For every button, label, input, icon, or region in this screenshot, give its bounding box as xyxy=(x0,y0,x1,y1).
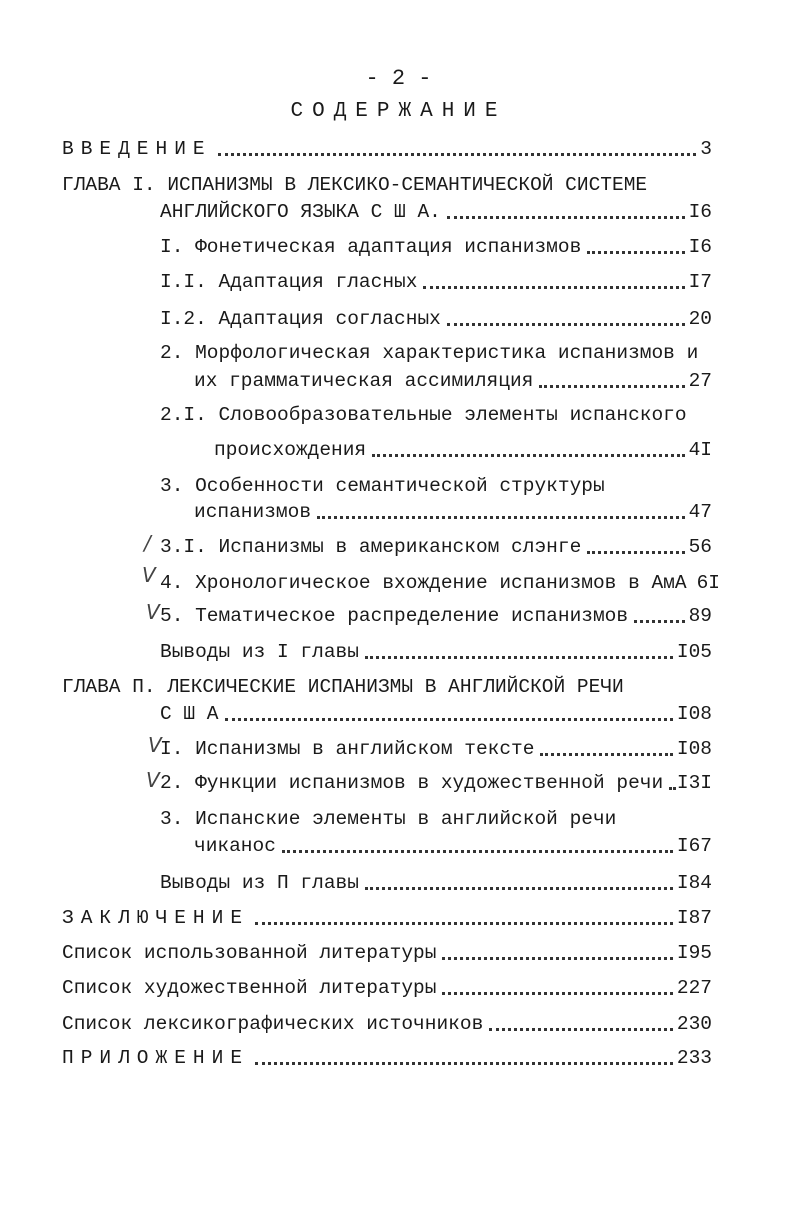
toc-entry xyxy=(160,701,712,727)
dot-leader xyxy=(365,887,673,890)
toc-entry-title: 2.I. Словообразовательные элементы испанского xyxy=(160,404,687,426)
handwritten-mark: / xyxy=(144,531,151,555)
toc-entry-title: I. Испанизмы в английском тексте xyxy=(160,738,535,760)
toc-entry-title: Выводы из I главы xyxy=(160,641,359,663)
toc-entry-page: 233 xyxy=(676,1047,712,1069)
toc-entry-page: 3 xyxy=(700,138,712,160)
dot-leader xyxy=(423,286,684,289)
toc-entry-title: ВВЕДЕНИЕ xyxy=(62,138,212,160)
chapter-2-title: ГЛАВА П. ЛЕКСИЧЕСКИЕ ИСПАНИЗМЫ В АНГЛИЙСКОЙ РЕЧИ xyxy=(62,676,624,698)
dot-leader xyxy=(372,454,684,457)
toc-entry xyxy=(160,199,712,225)
toc-entry xyxy=(214,437,712,463)
page-number: - 2 - xyxy=(365,66,432,91)
toc-entry xyxy=(160,269,712,295)
toc-entry-page: I08 xyxy=(676,703,712,725)
toc-entry-title: ПРИЛОЖЕНИЕ xyxy=(62,1047,250,1069)
dot-leader xyxy=(255,922,673,925)
toc-entry-page: I6 xyxy=(688,201,712,223)
dot-leader xyxy=(540,753,672,756)
toc-entry-title: происхождения xyxy=(214,439,367,461)
toc-entry xyxy=(62,940,712,966)
toc-entry-page: I67 xyxy=(676,835,712,857)
toc-entry-title: I. Фонетическая адаптация испанизмов xyxy=(160,236,582,258)
toc-entry xyxy=(62,975,712,1001)
contents-heading: СОДЕРЖАНИЕ xyxy=(290,100,507,123)
toc-entry-title: чиканос xyxy=(194,835,276,857)
toc-entry-title: 4. Хронологическое вхождение испанизмов в АмА xyxy=(160,572,687,594)
dot-leader xyxy=(365,656,673,659)
toc-entry-title: их грамматическая ассимиляция xyxy=(194,370,534,392)
toc-entry-page: I7 xyxy=(688,271,712,293)
toc-entry-title: Список использованной литературы xyxy=(62,942,437,964)
toc-entry-title: Список художественной литературы xyxy=(62,977,437,999)
dot-leader xyxy=(634,620,685,623)
dot-leader xyxy=(255,1062,673,1065)
handwritten-mark: V xyxy=(148,733,162,757)
dot-leader xyxy=(442,957,672,960)
dot-leader xyxy=(447,323,685,326)
toc-entry-title: ЗАКЛЮЧЕНИЕ xyxy=(62,907,250,929)
toc-entry-page: I95 xyxy=(676,942,712,964)
dot-leader xyxy=(539,385,684,388)
toc-entry-title: I.I. Адаптация гласных xyxy=(160,271,418,293)
toc-entry-page: I3I xyxy=(676,772,712,794)
dot-leader xyxy=(669,787,673,790)
toc-entry xyxy=(194,368,712,394)
toc-entry-page: I87 xyxy=(676,907,712,929)
dot-leader xyxy=(317,516,685,519)
toc-entry xyxy=(160,736,712,762)
dot-leader xyxy=(447,216,685,219)
toc-entry-conclusion xyxy=(62,905,712,931)
toc-entry-page: I6 xyxy=(688,236,712,258)
toc-entry-title: испанизмов xyxy=(194,501,312,523)
toc-entry xyxy=(160,639,712,665)
toc-entry-page: 227 xyxy=(676,977,712,999)
toc-entry-title: 5. Тематическое распределение испанизмов xyxy=(160,605,629,627)
toc-entry-title: 3. Особенности семантической структуры xyxy=(160,475,605,497)
toc-entry-page: 27 xyxy=(688,370,712,392)
handwritten-mark: V xyxy=(146,768,160,792)
dot-leader xyxy=(225,718,673,721)
dot-leader xyxy=(587,551,684,554)
handwritten-mark: V xyxy=(142,563,156,587)
handwritten-mark: V xyxy=(146,600,160,624)
toc-entry-title: Список лексикографических источников xyxy=(62,1013,484,1035)
toc-entry-title: 3.I. Испанизмы в американском слэнге xyxy=(160,536,582,558)
toc-entry-page: 20 xyxy=(688,308,712,330)
toc-entry xyxy=(194,499,712,525)
toc-entry xyxy=(160,870,712,896)
toc-entry xyxy=(194,833,712,859)
toc-entry-title: С Ш А xyxy=(160,703,219,725)
toc-entry-appendix xyxy=(62,1045,712,1071)
toc-entry-page: 4I xyxy=(688,439,712,461)
toc-entry xyxy=(160,603,712,629)
toc-entry-page: 47 xyxy=(688,501,712,523)
toc-entry-page: 56 xyxy=(688,536,712,558)
toc-entry-title: 2. Функции испанизмов в художественной речи xyxy=(160,772,664,794)
toc-entry-title: I.2. Адаптация согласных xyxy=(160,308,441,330)
dot-leader xyxy=(442,992,672,995)
dot-leader xyxy=(218,153,697,156)
dot-leader xyxy=(489,1028,673,1031)
toc-entry xyxy=(160,570,720,596)
chapter-1-title: ГЛАВА I. ИСПАНИЗМЫ В ЛЕКСИКО-СЕМАНТИЧЕСКОЙ СИСТЕМЕ xyxy=(62,174,648,196)
toc-entry-page: I84 xyxy=(676,872,712,894)
dot-leader xyxy=(587,251,684,254)
toc-entry-page: 6I xyxy=(696,572,720,594)
toc-entry xyxy=(62,1011,712,1037)
toc-entry-title: 3. Испанские элементы в английской речи xyxy=(160,808,617,830)
toc-entry-introduction xyxy=(62,136,712,162)
toc-entry-page: I05 xyxy=(676,641,712,663)
dot-leader xyxy=(282,850,673,853)
toc-entry xyxy=(160,234,712,260)
toc-entry xyxy=(160,770,712,796)
toc-entry-page: 89 xyxy=(688,605,712,627)
toc-entry-page: 230 xyxy=(676,1013,712,1035)
toc-entry-title: Выводы из П главы xyxy=(160,872,359,894)
toc-entry xyxy=(160,534,712,560)
toc-entry xyxy=(160,306,712,332)
toc-entry-title: 2. Морфологическая характеристика испанизмов и xyxy=(160,342,699,364)
toc-entry-title: АНГЛИЙСКОГО ЯЗЫКА С Ш А. xyxy=(160,201,441,223)
toc-entry-page: I08 xyxy=(676,738,712,760)
